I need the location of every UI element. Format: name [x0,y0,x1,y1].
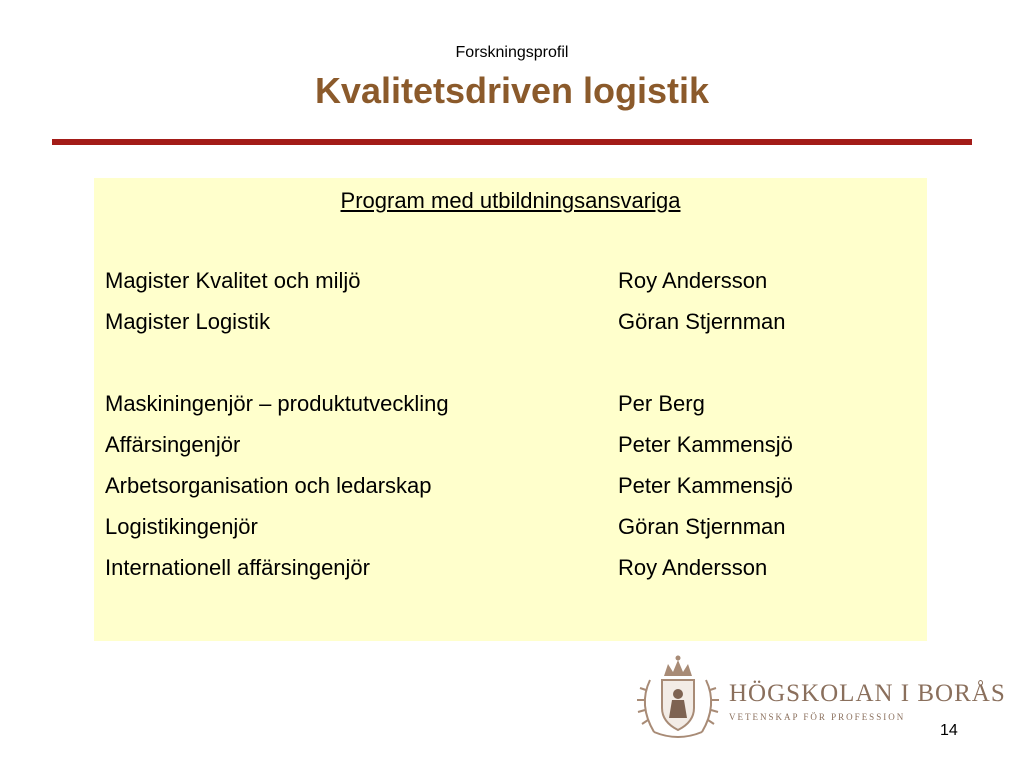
program-responsible: Roy Andersson [618,268,768,293]
program-responsible: Peter Kammensjö [618,432,793,457]
program-row [105,391,915,421]
program-name: Logistikingenjör [105,514,258,539]
university-name: HÖGSKOLAN I BORÅS [729,680,1006,707]
program-name: Affärsingenjör [105,432,241,457]
program-name: Maskiningenjör – produktutveckling [105,391,449,416]
title-divider [52,139,972,145]
program-responsible: Roy Andersson [618,555,768,580]
program-name: Magister Kvalitet och miljö [105,268,361,293]
program-responsible: Göran Stjernman [618,514,786,539]
university-tagline: VETENSKAP FÖR PROFESSION [729,712,906,722]
program-row [105,473,915,503]
program-row [105,432,915,462]
program-box [94,178,927,641]
program-name: Arbetsorganisation och ledarskap [105,473,432,498]
university-seal-icon [632,650,724,745]
page-number: 14 [940,722,958,739]
program-row [105,268,915,298]
program-box-heading: Program med utbildningsansvariga [340,188,681,213]
program-row [105,555,915,585]
program-responsible: Per Berg [618,391,705,416]
slide-title: Kvalitetsdriven logistik [314,70,710,111]
program-row [105,514,915,544]
program-name: Internationell affärsingenjör [105,555,370,580]
program-responsible: Peter Kammensjö [618,473,793,498]
slide-subtitle: Forskningsprofil [455,44,569,61]
program-name: Magister Logistik [105,309,271,334]
program-row [105,309,915,339]
program-responsible: Göran Stjernman [618,309,786,334]
